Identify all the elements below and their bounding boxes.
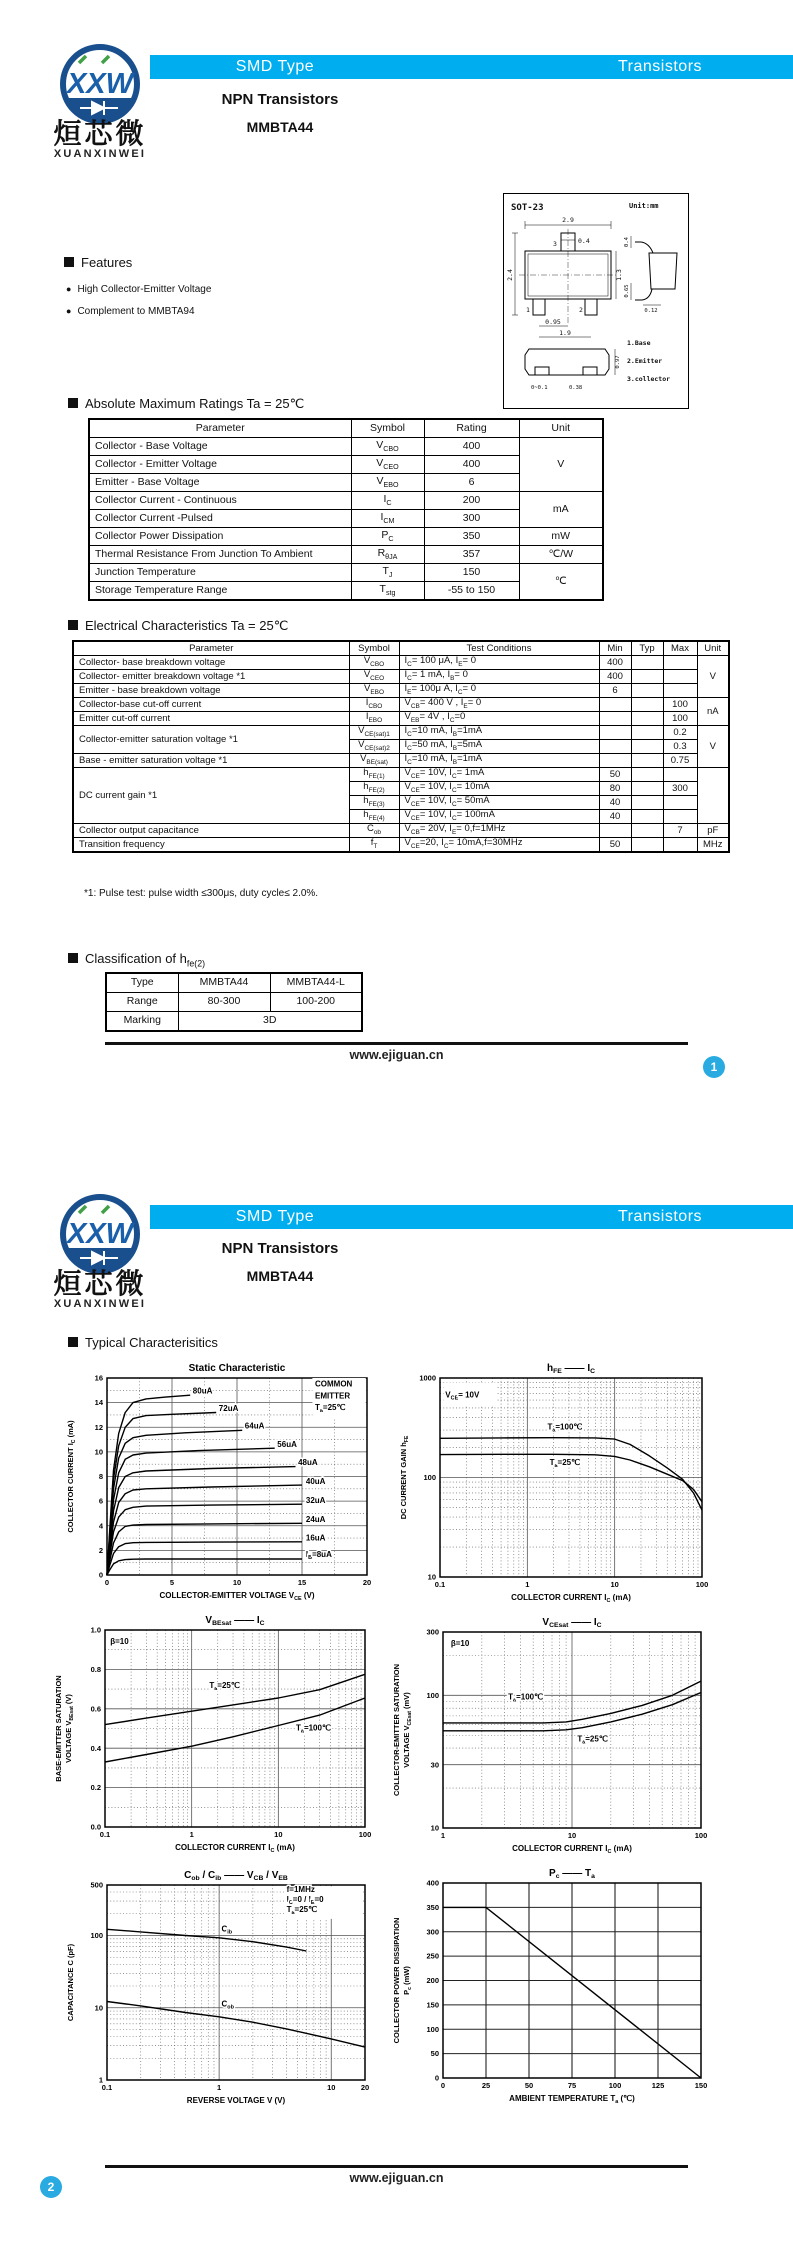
page-number-badge: 2 — [40, 2176, 62, 2198]
square-bullet-icon — [68, 1337, 78, 1347]
dim-pin-width: 0.4 — [578, 237, 590, 245]
svg-text:f=1MHz: f=1MHz — [286, 1885, 315, 1895]
svg-text:0.4: 0.4 — [90, 1743, 101, 1753]
svg-text:COLLECTOR CURRENT IC (mA): COLLECTOR CURRENT $I_C$ (mA) — [175, 1843, 295, 1854]
header-bar-left-label: SMD Type — [235, 58, 315, 75]
chart-vcesat-vs-ic — [388, 1606, 720, 1863]
square-bullet-icon — [68, 398, 78, 408]
svg-text:BASE-EMITTER SATURATION: BASE-EMITTER SATURATION — [54, 1675, 63, 1782]
dim-height: 0.97 — [615, 355, 621, 369]
svg-text:Static Characteristic: Static Characteristic — [188, 1363, 286, 1374]
pin-number: 1 — [526, 306, 530, 314]
svg-text:100: 100 — [426, 2024, 439, 2034]
svg-text:10: 10 — [274, 1830, 283, 1839]
chart-static-characteristic — [55, 1360, 387, 1615]
abs-max-heading: Absolute Maximum Ratings Ta = 25℃ — [68, 396, 304, 412]
svg-text:10: 10 — [232, 1578, 242, 1587]
pin-number: 2 — [579, 306, 583, 314]
chart-pc-vs-ta — [388, 1860, 720, 2113]
dim-body-width: 2.9 — [562, 216, 574, 224]
dim-pitch: 0.95 — [545, 318, 561, 326]
svg-text:150: 150 — [426, 2000, 439, 2010]
dim-body-height: 2.4 — [506, 269, 514, 281]
feature-item: ● Complement to MMBTA94 — [66, 306, 195, 317]
svg-text:5: 5 — [169, 1578, 175, 1587]
svg-text:30: 30 — [430, 1760, 439, 1770]
svg-text:2: 2 — [98, 1545, 103, 1555]
svg-text:6: 6 — [98, 1496, 103, 1506]
svg-text:0: 0 — [98, 1570, 103, 1580]
pin-legend-emitter: 2.Emitter — [627, 357, 663, 365]
brand-name-cn: 烜芯微 — [53, 118, 147, 149]
svg-text:COLLECTOR-EMITTER VOLTAGE VC: COLLECTOR-EMITTER VOLTAGE $V_{CE}$ (V) — [159, 1591, 315, 1602]
svg-text:150: 150 — [694, 2081, 708, 2090]
dim-standoff2: 0~0.1 — [531, 385, 548, 391]
svg-text:300: 300 — [426, 1927, 439, 1937]
svg-text:350: 350 — [426, 1902, 439, 1912]
svg-text:VCE= 10V: $V_{CE}= 10V$ — [445, 1390, 480, 1402]
svg-text:300: 300 — [426, 1627, 439, 1637]
svg-text:1: 1 — [217, 2083, 222, 2092]
svg-text:COLLECTOR POWER DISSIPATION: COLLECTOR POWER DISSIPATION — [392, 1917, 401, 2044]
svg-text:0: 0 — [104, 1578, 110, 1587]
dim-lead-thickness: 0.12 — [644, 308, 658, 314]
doc-title: NPN Transistors — [221, 91, 339, 108]
svg-text:1000: 1000 — [419, 1373, 436, 1383]
svg-text:100: 100 — [608, 2081, 622, 2090]
svg-text:Cib: $C_{ib}$ — [221, 1924, 233, 1936]
chart-hfe-vs-ic — [388, 1360, 720, 1615]
features-heading: Features — [64, 255, 132, 270]
dim-lead-height: 0.4 — [624, 237, 630, 247]
round-bullet-icon: ● — [66, 306, 72, 316]
svg-text:0.1: 0.1 — [101, 2083, 113, 2092]
svg-text:0.0: 0.0 — [90, 1822, 101, 1832]
header-bar-right-label: Transistors — [617, 58, 703, 75]
hfe-classification-table: Type MMBTA44 MMBTA44-L Range 80-300 100-200 Marking 3D — [105, 972, 363, 1032]
svg-text:14: 14 — [94, 1398, 103, 1408]
package-name: SOT-23 — [511, 203, 544, 213]
svg-text:1: 1 — [189, 1830, 194, 1839]
page-number-badge: 1 — [703, 1056, 725, 1078]
svg-text:1: 1 — [98, 2075, 103, 2085]
pulse-test-note: *1: Pulse test: pulse width ≤300μs, duty cycle≤ 2.0%. — [84, 888, 319, 899]
svg-text:48uA: 48uA — [298, 1457, 318, 1467]
brand-name-cn: 烜芯微 — [53, 1268, 147, 1299]
brand-name-en: XUANXINWEI — [53, 148, 147, 160]
svg-text:VBEsat —— IC: $V_{BEsat}$ —— $I_C$ — [205, 1615, 265, 1627]
svg-text:100: 100 — [426, 1690, 439, 1700]
square-bullet-icon — [68, 620, 78, 630]
svg-text:COLLECTOR CURRENT IC (mA): COLLECTOR CURRENT $I_C$ (mA) — [512, 1844, 632, 1855]
svg-text:24uA: 24uA — [305, 1515, 326, 1525]
dim-span: 1.9 — [559, 329, 571, 337]
svg-text:REVERSE VOLTAGE V (V): REVERSE VOLTAGE V (V) — [186, 2096, 286, 2105]
svg-text:10: 10 — [610, 1580, 619, 1589]
typical-characteristics-heading: Typical Characterisitics — [68, 1335, 218, 1350]
svg-text:100: 100 — [358, 1830, 372, 1839]
svg-text:VOLTAGE VCEsat (mV): VOLTAGE $V_{CEsat}$ (mV) — [402, 1692, 413, 1768]
svg-text:COMMON: COMMON — [315, 1379, 353, 1389]
chart-capacitance-vs-voltage — [40, 1860, 385, 2113]
header-bar-left-label: SMD Type — [235, 1208, 315, 1225]
dim-inner-height: 1.3 — [615, 269, 623, 281]
svg-text:20: 20 — [362, 1578, 372, 1587]
svg-text:VOLTAGE VBEsat (V): VOLTAGE $V_{BEsat}$ (V) — [64, 1694, 75, 1763]
svg-text:0.1: 0.1 — [434, 1580, 446, 1589]
svg-text:500: 500 — [90, 1880, 103, 1890]
svg-text:Ta=25℃: $T_a=25℃$ — [315, 1403, 346, 1415]
part-number: MMBTA44 — [246, 1268, 314, 1284]
svg-text:50: 50 — [430, 2049, 439, 2059]
doc-title: NPN Transistors — [221, 1240, 339, 1257]
svg-text:IB=8uA: $I_B=8uA$ — [305, 1550, 332, 1562]
svg-text:20: 20 — [360, 2083, 370, 2092]
svg-text:XXW: XXW — [66, 1218, 134, 1250]
square-bullet-icon — [68, 953, 78, 963]
svg-text:10: 10 — [427, 1572, 436, 1582]
svg-text:200: 200 — [426, 1976, 439, 1986]
svg-text:10: 10 — [327, 2083, 336, 2092]
svg-text:COLLECTOR CURRENT IC (mA): COLLECTOR CURRENT $I_C$ (mA) — [66, 1420, 77, 1533]
svg-text:Ta=100℃: $T_a=100℃$ — [508, 1692, 544, 1704]
electrical-char-heading: Electrical Characteristics Ta = 25℃ — [68, 618, 288, 634]
pin-legend-base: 1.Base — [627, 339, 651, 347]
svg-text:10: 10 — [94, 1447, 103, 1457]
svg-text:100: 100 — [695, 1580, 709, 1589]
footer-rule — [105, 1042, 688, 1045]
svg-text:Ta=25℃: $T_a=25℃$ — [286, 1905, 318, 1917]
svg-text:64uA: 64uA — [244, 1421, 265, 1431]
svg-text:75: 75 — [567, 2081, 577, 2090]
pin-number: 3 — [553, 240, 557, 248]
svg-text:16: 16 — [94, 1373, 103, 1383]
svg-text:80uA: 80uA — [192, 1386, 213, 1396]
square-bullet-icon — [64, 257, 74, 267]
svg-text:0: 0 — [434, 2073, 439, 2083]
svg-text:0.8: 0.8 — [90, 1665, 101, 1674]
svg-text:8: 8 — [98, 1472, 103, 1482]
svg-text:Ta=25℃: $T_a=25℃$ — [577, 1734, 608, 1746]
round-bullet-icon: ● — [66, 284, 72, 294]
svg-text:DC CURRENT GAIN hFE: DC CURRENT GAIN $h_{FE}$ — [399, 1435, 410, 1520]
part-number: MMBTA44 — [246, 119, 314, 135]
svg-text:Ta=100℃: $T_a=100℃$ — [296, 1723, 331, 1735]
svg-text:0.2: 0.2 — [90, 1783, 101, 1793]
svg-text:0.1: 0.1 — [99, 1830, 111, 1839]
package-unit: Unit:mm — [629, 202, 659, 210]
svg-text:Cob / Cib —— VCB / VEB: $C_{ob} / C_{ib}$ —— $V_{CB} / V_{EB}$ — [184, 1870, 288, 1882]
svg-text:4: 4 — [98, 1521, 103, 1531]
svg-text:CAPACITANCE C (pF): CAPACITANCE C (pF) — [66, 1943, 75, 2022]
svg-text:250: 250 — [426, 1951, 439, 1961]
svg-text:32uA: 32uA — [305, 1495, 326, 1505]
chart-vbesat-vs-ic — [40, 1606, 385, 1863]
dim-standoff: 0.65 — [624, 284, 630, 298]
svg-text:AMBIENT TEMPERATURE Ta (℃): AMBIENT TEMPERATURE $T_a$ (℃) — [509, 2094, 635, 2105]
footer-url: www.ejiguan.cn — [349, 1048, 444, 1062]
classification-heading: Classification of $h_{fe(2)}$ — [68, 951, 205, 969]
absolute-maximum-ratings-table: Parameter Symbol Rating Unit Collector - Base Voltage $V_{CBO}$ 400 V Collector - Emitter Voltage $V_{CEO}$ 400 Emitter - Base Voltage $V_{EBO}$ 6 Collector Current - Continuous $I_C$ 200 mA Collector Current -Pulsed $I_{CM}$ 300 Collector Power Dissipation $P_C$ 350 mW Thermal Resistance From Junction To Ambient $R_{\theta JA}$ 357 ℃/W Junction Temperature $T_J$ 150 ℃ Storage Temperature Range $T_{stg}$ -55 to 150 — [88, 418, 604, 601]
package-diagram — [503, 193, 689, 414]
svg-text:100: 100 — [694, 1831, 708, 1840]
svg-text:Pc —— Ta: $P_c$ —— $T_a$ — [549, 1868, 595, 1880]
svg-text:EMITTER: EMITTER — [315, 1391, 351, 1401]
svg-text:40uA: 40uA — [305, 1476, 326, 1486]
svg-text:10: 10 — [567, 1831, 577, 1840]
svg-text:β=10: β=10 — [450, 1639, 470, 1649]
feature-item: ● High Collector-Emitter Voltage — [66, 284, 212, 295]
svg-text:50: 50 — [524, 2081, 534, 2090]
svg-text:VCEsat —— IC: $V_{CEsat}$ —— $I_C$ — [542, 1617, 602, 1629]
svg-text:0: 0 — [440, 2081, 446, 2090]
svg-text:COLLECTOR-EMITTER SATURATION: COLLECTOR-EMITTER SATURATION — [392, 1663, 401, 1797]
svg-text:16uA: 16uA — [305, 1533, 326, 1543]
svg-text:100: 100 — [423, 1473, 436, 1483]
footer-rule — [105, 2165, 688, 2168]
header-bar-right-label: Transistors — [617, 1208, 703, 1225]
pin-legend-collector: 3.collector — [627, 375, 671, 383]
logo-letters: XXW — [66, 68, 134, 100]
svg-text:β=10: β=10 — [110, 1636, 129, 1646]
electrical-characteristics-table: Parameter Symbol Test Conditions Min Typ Max Unit Collector- base breakdown voltage $V_{CBO}$ $I_C= 100$ μA, $I_E= 0$ 400 V Collector- emitter breakdown voltage *1 $V_{CEO}$ $I_C= 1$ mA, $I_B= 0$ 400 Emitter - base breakdown voltage $V_{EBO}$ $I_E= 100\mu$ A, $I_C= 0$ 6 Collector-base cut-off current $I_{CBO}$ $V_{CB}= 400$ V , $I_E= 0$ 100 nA Emitter cut-off current $I_{EBO}$ $V_{EB}= 4V$ , $I_C=0$ 100 Collector-emitter saturation voltage *1 $V_{CE(sat)1}$ $I_C=10$ mA, $I_B=1mA$ 0.2 V $V_{CE(sat)2}$ $I_C=50$ mA, $I_B=5mA$ 0.3 Base - emitter saturation voltage *1 $V_{BE(sat)}$ $I_C=10$ mA, $I_B=1mA$ 0.75 DC current gain *1 $h_{FE(1)}$ $V_{CE}= 10V$, $I_C= 1mA$ 50 $h_{FE(2)}$ $V_{CE}= 10V$, $I_C= 10mA$ 80 300 $h_{FE(3)}$ $V_{CE}= 10V$, $I_C= 50mA$ 40 $h_{FE(4)}$ $V_{CE}= 10V$, $I_C= 100mA$ 40 Collector output capacitance $C_{ob}$ $V_{CB}= 20V$, $I_E= 0,f=1MHz$ 7 pF Transition frequency $f_T$ $V_{CE}=20$, $I_C= 10mA,f=30MHz$ 50 MHz — [72, 640, 730, 853]
svg-text:COLLECTOR CURRENT IC (mA): COLLECTOR CURRENT $I_C$ (mA) — [511, 1593, 631, 1604]
svg-text:56uA: 56uA — [277, 1439, 297, 1449]
svg-text:Pc (mW): $P_c$ (mW) — [402, 1966, 413, 1995]
svg-text:Ta=100℃: $T_a=100℃$ — [547, 1422, 583, 1434]
svg-text:12: 12 — [94, 1422, 103, 1432]
svg-text:IC=0 / IE=0: $I_C=0 / I_E=0$ — [286, 1895, 324, 1907]
svg-text:72uA: 72uA — [218, 1404, 239, 1414]
svg-text:Ta=25℃: $T_a=25℃$ — [209, 1681, 240, 1693]
svg-text:hFE —— IC: $h_{FE}$ —— $I_C$ — [546, 1363, 596, 1375]
svg-text:10: 10 — [94, 2003, 103, 2013]
svg-text:0.6: 0.6 — [90, 1704, 101, 1714]
svg-text:125: 125 — [651, 2081, 665, 2090]
svg-text:400: 400 — [426, 1878, 439, 1888]
svg-text:25: 25 — [481, 2081, 491, 2090]
svg-text:1: 1 — [525, 1580, 530, 1589]
svg-text:1: 1 — [440, 1831, 446, 1840]
svg-text:10: 10 — [430, 1823, 439, 1833]
svg-text:1.0: 1.0 — [90, 1625, 101, 1635]
brand-name-en: XUANXINWEI — [53, 1298, 147, 1310]
svg-text:Cob: $C_{ob}$ — [221, 1999, 234, 2011]
svg-text:100: 100 — [90, 1931, 103, 1941]
svg-text:Ta=25℃: $T_a=25℃$ — [549, 1458, 581, 1470]
svg-text:15: 15 — [297, 1578, 307, 1587]
dim-foot: 0.38 — [569, 385, 583, 391]
footer-url: www.ejiguan.cn — [349, 2171, 444, 2185]
